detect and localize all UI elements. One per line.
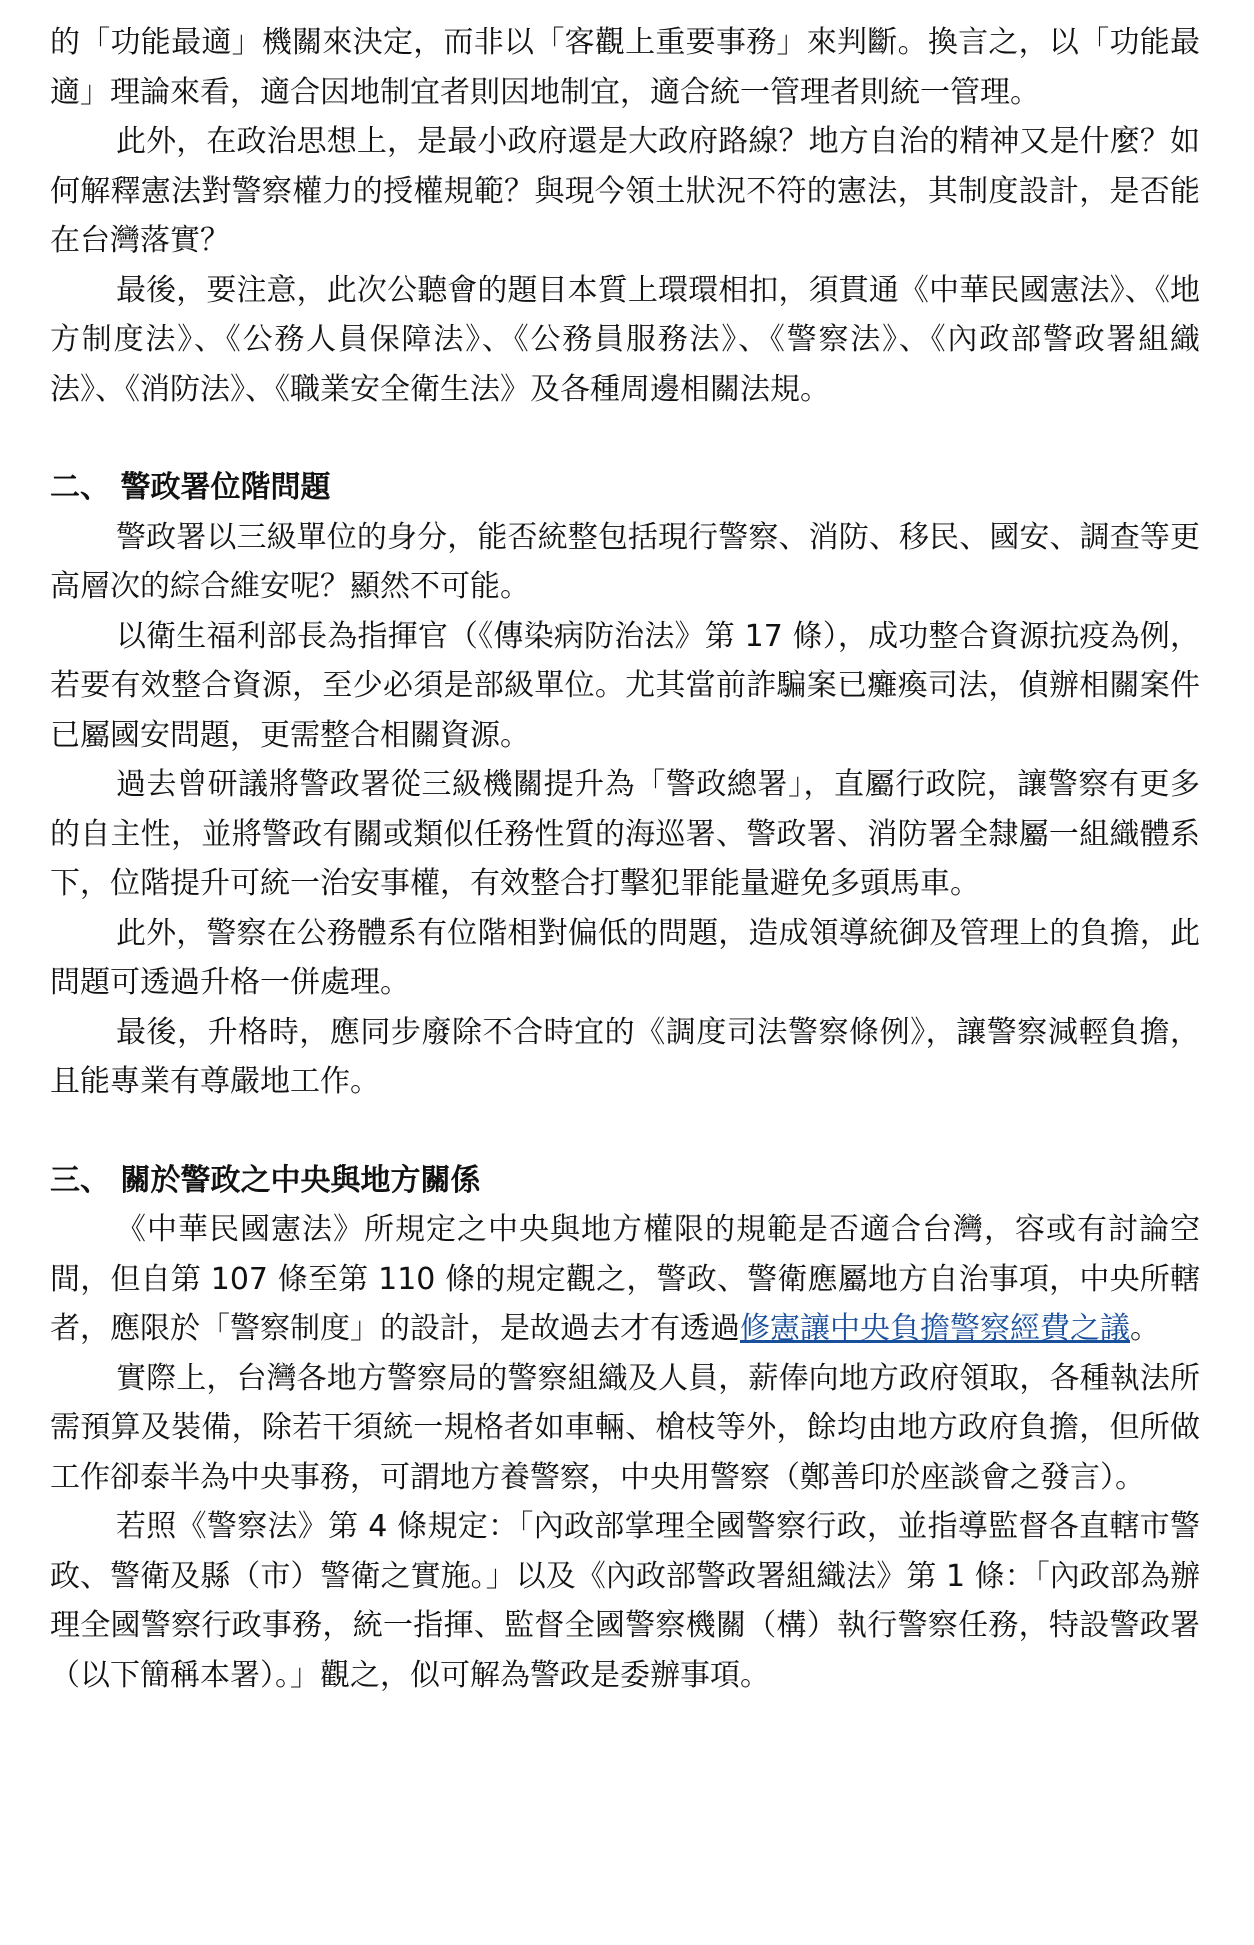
paragraph-local-funding: 實際上，台灣各地方警察局的警察組織及人員，薪俸向地方政府領取，各種執法所需預算及裝備，除若干須統一規格者如車輛、槍枝等外，餘均由地方政府負擔，但所做工作卻泰半為中央事務，可謂地方養警察，中央用警察（鄭善印於座談會之發言）。 <box>50 1360 1200 1495</box>
paragraph-abolish-regulation: 最後，升格時，應同步廢除不合時宜的《調度司法警察條例》，讓警察減輕負擔，且能專業有尊嚴地工作。 <box>50 1014 1200 1099</box>
paragraph-police-rank-burden: 此外，警察在公務體系有位階相對偏低的問題，造成領導統御及管理上的負擔，此問題可透過升格一併處理。 <box>50 915 1200 1000</box>
paragraph-health-minister-example: 以衛生福利部長為指揮官（《傳染病防治法》第 17 條），成功整合資源抗疫為例，若要有效整合資源，至少必須是部級單位。尤其當前詐騙案已癱瘓司法，偵辦相關案件已屬國安問題，更需整合相關資源。 <box>50 618 1200 753</box>
paragraph-upgrade-proposal: 過去曾研議將警政署從三級機關提升為「警政總署」，直屬行政院，讓警察有更多的自主性，並將警政有關或類似任務性質的海巡署、警政署、消防署全隸屬一組織體系下，位階提升可統一治安事權，有效整合打擊犯罪能量避免多頭馬車。 <box>50 767 1200 901</box>
paragraph-functional-optimality: 的「功能最適」機關來決定，而非以「客觀上重要事務」來判斷。換言之，以「功能最適」理論來看，適合因地制宜者則因地制宜，適合統一管理者則統一管理。 <box>50 25 1200 110</box>
section-heading-central-local: 三、 關於警政之中央與地方關係 <box>50 1162 481 1198</box>
document-page <box>50 18 1200 1700</box>
section-heading-npa-rank: 二、 警政署位階問題 <box>50 470 331 505</box>
paragraph-political-thought: 此外，在政治思想上，是最小政府還是大政府路線？地方自治的精神又是什麼？如何解釋憲法對警察權力的授權規範？與現今領土狀況不符的憲法，其制度設計，是否能在台灣落實？ <box>50 124 1200 258</box>
paragraph-text-end: 。 <box>1130 1311 1160 1346</box>
paragraph-text: 《中華民國憲法》所規定之中央與地方權限的規範是否適合台灣，容或有討論空間，但自第 107 條至第 110 條的規定觀之，警政、警衛應屬地方自治事項，中央所轄者，應限於「警察制度」的設計，是故過去才有透過 <box>50 1212 1200 1346</box>
paragraph-npa-level: 警政署以三級單位的身分，能否統整包括現行警察、消防、移民、國安、調查等更高層次的綜合維安呢？顯然不可能。 <box>50 519 1200 604</box>
paragraph-related-laws: 最後，要注意，此次公聽會的題目本質上環環相扣，須貫通《中華民國憲法》、《地方制度法》、《公務人員保障法》、《公務員服務法》、《警察法》、《內政部警政署組織法》、《消防法》、《職業安全衛生法》及各種周邊相關法規。 <box>50 272 1200 407</box>
paragraph-police-act-article: 若照《警察法》第 4 條規定：「內政部掌理全國警察行政，並指導監督各直轄市警政、警衛及縣（市）警衛之實施。」以及《內政部警政署組織法》第 1 條：「內政部為辦理全國警察行政事務，統一指揮、監督全國警察機關（構）執行警察任務，特設警政署（以下簡稱本署）。」觀之，似可解為警政是委辦事項。 <box>50 1509 1200 1693</box>
paragraph-constitution-powers <box>50 1205 1200 1354</box>
constitutional-amendment-link[interactable]: 修憲讓中央負擔警察經費之議 <box>740 1311 1130 1346</box>
